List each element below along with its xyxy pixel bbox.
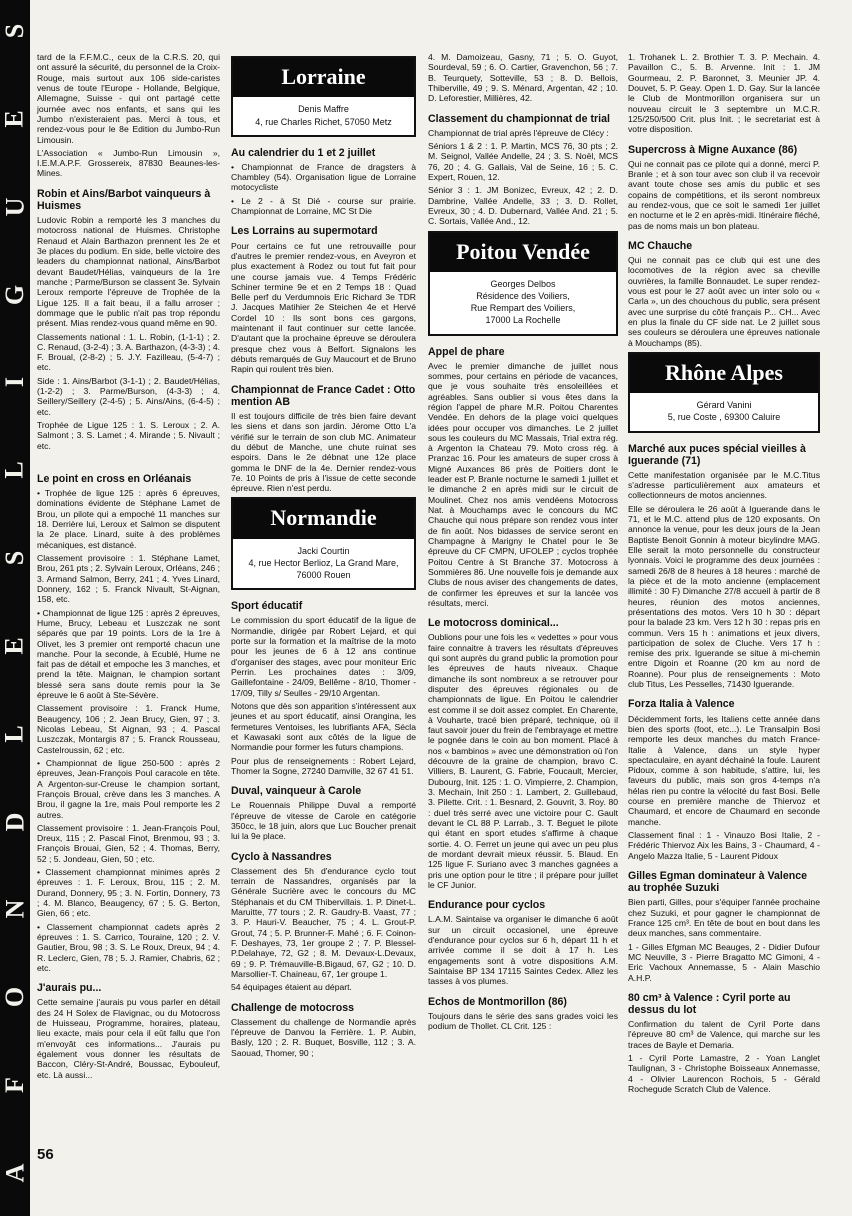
sidebar-letter: S — [0, 23, 29, 39]
address-line: 76000 Rouen — [296, 570, 351, 581]
region-box-rhone-alpes — [628, 352, 820, 433]
paragraph: • Le 2 - à St Dié - course sur prairie. Championnat de Lorraine, MC St Die — [231, 195, 416, 217]
region-box-normandie — [231, 497, 416, 590]
sidebar-letter: N — [0, 900, 29, 919]
paragraph: Qui ne connait pas ce club qui est une des locomotives de la région avec sa cheville ouvrières, la famille Bonnaudet. Le super rendez-vous est pour le 27 août avec un inter solo ou « Carla », un des chouchous du public, sera présent avec une surprise du côté français P... CH... Avec en plus la finale du CF side nat. Le 2 juillet sous ses couleurs se déroulera une épreuves nationale à Mouchamps (85). — [628, 255, 820, 348]
paragraph: Il est toujours difficile de très bien faire devant les siens et dans son jardin. Jérome Otto L'a vérifié sur le terrain de son club MC. Animateur du début de Manche, une chute ruinat ses espoirs. Dans le 2e débnat une 12e place gomma le DNF de la 4e. Dernier rendez-vous 7e. 10 Points de pris à l'issue de cette seconde épreuve. Rien n'est perdu. — [231, 410, 416, 494]
article-heading: Forza Italia à Valence — [628, 698, 735, 711]
paragraph: L.A.M. Saintaise va organiser le dimanche 6 août sur un circuit occasionel, une épreuve d'endurance pour cyclos sur 6 h, départ 11 h et arrivée comme il se doit à 17 h. Les engagements sont à votre dispositions A.M. Saintaise BP 134 17115 Saintes Cedex. Allez les tasses à vos plumes. — [428, 914, 618, 987]
paragraph: • Championnat de ligue 125 : après 2 épreuves, Hume, Brucy, Lebeau et Luszczak ne sont séparés que par 19 points. Lors de la 1re à Olivet, les 3 premier ont remporté chacun une manche. Pour la seconde, à Ecublé, Hume ne fait pas de détail et empoche les 3 manches, et prend la tête. Maignan, le champion sortant blessé sera sans doute remis pour la 3e épreuve le 6 août à Ste-Sévère. — [37, 607, 220, 701]
article-heading: Marché aux puces spécial vieilles à Iguerande (71) — [628, 442, 806, 467]
address-line: Gérard Vanini — [696, 400, 752, 411]
address-line: Résidence des Voiliers, — [476, 291, 570, 302]
paragraph: Pour plus de renseignements : Robert Lejard, Thomer la Sogne, 27240 Damville, 32 67 41 51. — [231, 755, 416, 776]
address-line: Denis Maffre — [298, 104, 349, 115]
sidebar-band — [0, 0, 30, 1216]
address-line: 4, rue Hector Berlioz, La Grand Mare, — [248, 558, 399, 569]
paragraph: Classement final : 1 - Vinauzo Bosi Italie, 2 - Frédéric Thiervoz Aix les Bains, 3 - Chaumard, 4 - Angelo Mazza Italie, 5 - Laurent Pidoux — [628, 830, 820, 861]
paragraph: Classement provisoire : 1. Jean-François Poul, Dreux, 115 ; 2. Pascal Finot, Brenmou, 93 ; 3. François Brouai, Gien, 52 ; 4. Thomas, Berry, 52 ; 5. Jondeau, Gien, 50 ; etc. — [37, 822, 220, 864]
region-address — [430, 272, 616, 334]
region-address — [630, 393, 818, 430]
article-heading: Appel de phare — [428, 345, 505, 358]
paragraph: 4. M. Damoizeau, Gasny, 71 ; 5. O. Guyot, Sourdeval, 59 ; 6. O. Cartier, Gravenchon, 56 ; 7. B. Teurquety, Sotteville, 53 ; 8. D. Bellois, Thiberville, 49 ; 9. S. Ménard, Argentan, 42 ; 10. D. Leforestier, Millières, 42. — [428, 52, 618, 104]
region-name: Poitou Vendée — [430, 233, 616, 272]
article-heading: Robin et Ains/Barbot vainqueurs à Huismes — [37, 187, 211, 212]
region-box-lorraine — [231, 56, 416, 137]
paragraph: • Classement championnat cadets après 2 épreuves : 1. S. Carrico, Touraine, 120 ; 2. V. Gautier, Brou, 98 ; 3. S. Le Roux, Dreux, 94 ; 4. R. Leclerc, Gien, 78 ; 5. J. Ramier, Chabris, 62 ; etc. — [37, 921, 220, 973]
paragraph: • Classement championnat minimes après 2 épreuves : 1. F. Leroux, Brou, 115 ; 2. M. Durand, Donnery, 95 ; 3. N. Fortin, Donnery, 73 ; 4. M. Blanco, Beaugency, 67 ; 5. G. Berton, Gien, 66 ; etc. — [37, 867, 220, 919]
paragraph: Sénior 3 : 1. JM Bonizec, Evreux, 42 ; 2. D. Dambrine, Vallée Andelle, 33 ; 3. D. Rollet, Evreux, 30 ; 4. D. Dubernard, Vallée And. 21 ; 5. C. Sortais, Vallée And., 12. — [428, 185, 618, 227]
address-line: Georges Delbos — [490, 278, 556, 289]
paragraph: Notons que dès son apparition s'intéressent aux jeunes et au sport éducatif, ainsi Orangina, les fermetures Ventoises, les lubrifiants AFA, Sécla et Kawasaki sont aux côtés de la ligue de Normandie pour former les futurs champions. — [231, 700, 416, 753]
column-3 — [428, 52, 618, 1034]
address-line: 4, rue Charles Richet, 57050 Metz — [255, 116, 392, 127]
paragraph: Pour certains ce fut une retrouvaille pour d'autres le premier rendez-vous, en Aveyron et plus exactement à Rodez ou tout fut fait pour une course jamais vue. 4 Temps Frédéric Schiner termine 9e et en 2 Temps 18 : Quad Belle perf du Verdumnois Eric Richard 3e TDR J. Jacques Matihier 2e Steichen 4e et Hervé Cordel 10 : Ils sont bons ces gargons, maintenant il faut continuer sur cette lancée. D'autant que la prochaine épreuve se déroulera presque chez vous à Belfort. Signalons les débuts remarqués de Guy Maucourt et de Bruno Rapin qui roulent très bien. — [231, 240, 416, 375]
address-line: 17000 La Rochelle — [485, 315, 561, 326]
address-line: Rue Rempart des Voiliers, — [470, 303, 576, 314]
region-box-poitou-vendee — [428, 231, 618, 336]
paragraph: Trophée de Ligue 125 : 1. S. Leroux ; 2. A. Salmont ; 3. S. Lamet ; 4. Mirande ; 5. Nivault ; etc. — [37, 420, 220, 451]
column-1 — [37, 52, 220, 1083]
paragraph: Le commission du sport éducatif de la ligue de Normandie, dirigée par Robert Lejard, et qui porte sur la formation et la maîtrise de la moto pour les jeunes de 6 à 12 ans continue d'organiser des stages, avec pour moniteur Eric Perrin. Les prochaines dates : 3/09, Gaillefontaine - 24/09, Bellême - 8/10, Thomer - 17/09, Tilly s/ Seulles - 29/10 Argentan. — [231, 615, 416, 698]
article-heading: MC Chauche — [628, 239, 693, 252]
article-heading: Gilles Egman dominateur à Valence au trophée Suzuki — [628, 869, 807, 895]
paragraph: Classement des 5h d'endurance cyclo tout terrain de Nassandres, organisés par la Générale Sucrière avec le concours du MC Stéphanais et du CM Thibervillais. 1. P. Dinet-L. Maruitte, 77 tours ; 2. R. Gaudry-B. Vaast, 77 ; 3. P. Hauri-V. Beaucher, 75 ; 4. L. Grout-P. Grout, 74 ; 5. P. Brunner-F. Mahé ; 6. F. Coinon-F. Deshayes, 73, 1er groupe 2 ; 7. P. Blessel-P.Delahaye, 72, G2 ; 8. M. Devaux-L.Devaux, 69 ; 9. P. Trémauville-B.Bigaud, 67, G2 ; 10. D. Marsollier-T. Chaineau, 67, 1er groupe 1. — [231, 865, 416, 979]
page-number: 56 — [37, 1146, 54, 1163]
article-heading: Au calendrier du 1 et 2 juillet — [231, 146, 376, 159]
paragraph: L'Association « Jumbo-Run Limousin », I.E.M.A.P.F. Grossereix, 87830 Beaunes-les-Mines. — [37, 147, 220, 179]
paragraph: Elle se déroulera le 26 août à Iguerande dans le 71, et le M.C. attend plus de 120 exposants. On annonce la venue, pour les deux jours de la Jean Baptiste Benoit Gonnin à moteur bicylindre MAG. Elle serait la moto personnelle du constructeur lyonnais. Voici le programme des deux journées : samedi 26/8 de 8 heures à 18 heures : marché de la pièce et de la moto ancienne (emplacement illimité : 30 F) Dimanche 27/8 accueil à partir de 8 heures, réunion des motos anciennes, présentations des motos. Vers 10 h 30 : départ pour la balade 23 km. Vers 12 h 30 : repas pris en commun. Vers 15 h : animations et jeux divers, participation de solex de Cluche. Vers 17 h : remise des prix. Iguerande se situe à mi-chemin entre Digoin et Roanne (20 km au nord de Roanne). Pour plus de renseignements : Moto club Titus, Les Pesselles, 71430 Iguerande. — [628, 503, 820, 690]
paragraph: Oublions pour une fois les « vedettes » pour vous faire connaitre à travers les résultats d'épreuves qui sont auprès du grand public la promotion pour les épreuves de hauts niveaux. Chaque dimanche ils sont nombreux a se retrouver pour disputer des épreuves régionales ou de championnats de ligue. En Poitou le calendrier est comme il se doit assez complet. En Charente, à Vouharte, tracé bien préparé, technique, où il faut savoir jouer du frein de l'embrayage et mettre le pognée dans le coin au bon moment. Placé à nos « bambinos » avec une démonstration où l'on découvre de la graine de champion, bravo C. Villiers, B. Laurent, G. Fabrie, Foucault, Mercier, Dubourg, Init. 125 : 1. O. Vimpierre, 2. Champion, 3. Mechain, Init 250 : 1. Lambert, 2. Guillebaud, 3. Pilette. Crit. : 1. Besnard, 2. Gouvrit, 3. Roy. 80 : duel très serré avec une victoire pour C. Gault devant le CL 88 P. Larrab., 3. T. Beguet le pilote qui étant en sport etudes s'affirme à chaque sortie. 4. O. Ferret un jeune qui avec un peu plus de mordant devrait mieux réussir. 5. Blaud. En 125 ligue F. Suriano avec 3 manches gagnées a pris une option pour le titre ; il prépare pour juillet le CF Junior. — [428, 632, 618, 890]
article-heading: Le motocross dominical... — [428, 617, 559, 630]
region-name: Normandie — [233, 499, 414, 538]
article-heading: Classement du championnat de trial — [428, 112, 610, 125]
paragraph: Ludovic Robin a remporté les 3 manches du motocross national de Huismes. Christophe Renaud et Alain Barthazon prennent les 2e et 3e places du podium. En side, belle victoire des leaders du championnat national, Ains/Barbot devant Baudet/Hélias, vainqueurs de la 1re manche ; Parme/Burson se classent 3e. Sylvain Leroux remporte l'épreuve de Trophée de la Ligue 125. Il a fait beau, il a fallu arroser ; dommage que le public n'ait pas trop répondu présent. Mias rendez-vous quand même en 90. — [37, 215, 220, 329]
article-heading: Endurance pour cyclos — [428, 899, 546, 912]
address-line: 5, rue Coste , 69300 Caluire — [667, 412, 781, 423]
paragraph: Cette manifestation organisée par le M.C.Titus s'adresse particulièrement aux amateurs et collectionneurs de motos anciennes. — [628, 469, 820, 501]
paragraph: Décidemment forts, les Italiens cette année dans bien des sports (foot, etc...). Le Transalpin Bosi remporte les deux manches du match France-Italie à Valence, dans un style hyper spectaculaire, en ayant déchainé la foule. Laurent Pidoux, comme à son habitude, s'attire, lui, les faveurs du public, mais son gros 4-temps n'a hélas rien pu contre la vélocité du fast Bosi. Belle course en première manche de Thiervoz et Chaumard, et encore de Chaumard en seconde manche. — [628, 713, 820, 827]
sidebar-letter: A — [0, 1163, 29, 1183]
article-heading: Les Lorrains au supermotard — [231, 225, 378, 238]
paragraph: 1 - Gilles Efgman MC Beauges, 2 - Didier Dufour MC Neuville, 3 - Pierre Bragatto MC Gimoni, 4 - Eric Vachoux Annemasse, 5 - Alain Maschio A.H.P. — [628, 941, 820, 983]
article-heading: Duval, vainqueur à Carole — [231, 785, 362, 798]
paragraph: 54 équipages étaient au départ. — [231, 982, 352, 993]
article-heading: J'aurais pu... — [37, 982, 102, 995]
paragraph: • Championnat de ligue 250-500 : après 2 épreuves, Jean-François Poul caracole en tête. A Argenton-sur-Creuse le champion sortant, François Broual, crève dans les 3 manches. A Brou, il gagne la 1re, mais Poul remporte les 2 autres. — [37, 757, 220, 820]
sidebar-letter: E — [0, 110, 29, 128]
paragraph: Avec le premier dimanche de juillet nous sommes, pour certains en période de vacances, que je vous souhaite très ensoleillées et agréables. Sans oublier si vous êtes dans la région l'appel de phare M.R. Poitou Charentes Vendée. En dehors de la plage voici quelques idées pour occuper vos dimanches. Le 2 juillet sous les couleurs du MC Massais, Trial extra rég. à Argenton la Chateau 79. Moto cross rég. à Pranzac 16. Pour les amateurs de super cross à Migné Auxances 86 près de Poitiers dont le leader est P. Branle nocturne le samedi 1 juillet et le dimanche 2 en après midi sur le circuit de Moulinet. Chez nos amis vendéens Motocross Nat. à Mouchamps avec le concours du MC Chauche qui nous prépare son rendez vous inter de fin août. Nos bidasses de service seront en Champagne à Marigny le Chatel pour le 3e épreuve du CF CMPN, UFOLEP ; cyclos trophée Poitou Centre à St Branche 37. Motocross à Sommières 86. Une nouvelle fois je demande aux Clubs de nous aviser des changements de dates, de confirmer les épreuves et sur la lancée vos résultats, merci. — [428, 360, 618, 608]
sidebar-letter: S — [0, 550, 29, 566]
region-name: Lorraine — [233, 58, 414, 97]
region-address — [233, 539, 414, 588]
region-address — [233, 97, 414, 134]
article-heading: Echos de Montmorillon (86) — [428, 995, 567, 1008]
paragraph: Classement du challenge de Normandie après l'épreuve de Danvou la Ferrière. 1. P. Aubin, Basly, 120 ; 2. R. Buquet, Bosville, 112 ; 3. A. Saouad, Thomer, 90 ; — [231, 1016, 416, 1058]
paragraph: Side : 1. Ains/Barbot (3-1-1) ; 2. Baudet/Hélias, (1-2-2) ; 3. Parme/Burson, (4-3-3) ; 4. Seillery/Seillery (2-4-5) ; 5. Ains/Ains, (6-4-5) ; etc. — [37, 375, 220, 417]
paragraph: Cette semaine j'aurais pu vous parler en détail des 24 H Solex de Flavignac, ou du Motocross de Huisseau, Programme, horaires, plateau, lieu exacte, mais pour cela il eût fallu que l'on m'envoyât ces informations... J'aurais pu également vous donner les résultats de Baccon, Cléry-St-André, Boussac, Eybouleuf, etc. Là aussi... — [37, 997, 220, 1080]
sidebar-letter: L — [0, 725, 29, 743]
paragraph: 1. Trohanek L. 2. Brothier T. 3. P. Mechain. 4. Pavaillon C., 5. B. Arvenne. Init : 1. JM Gourmeau, 2. P. Baronnet, 3. Meunier JP. 4. Douvet, 5. P. Geay. Open 1. D. Gay. Sur la lancée le Club de Montmorillon organisera sur un nouveau circuit le 3 septembre un M.C.R. 125/250/500 Crit. plus Init. ; le secretariat est à votre disposition. — [628, 52, 820, 135]
region-name: Rhône Alpes — [630, 354, 818, 393]
sidebar-letter: O — [0, 987, 29, 1008]
paragraph: Classements national : 1. L. Robin, (1-1-1) ; 2. C. Renaud, (3-2-4) ; 3. A. Barthazon, (4-3-3) ; 4. F. Broual, (2-8-2) ; 5. J.Y. Fazilleau, (5-4-7) ; etc. — [37, 331, 220, 373]
paragraph: Toujours dans le série des sans grades voici les podium de Thollet. CL Crit. 125 : — [428, 1010, 618, 1031]
paragraph: tard de la F.F.M.C., ceux de la C.R.S. 20, qui ont assuré la sécurité, du personnel de la Croix-Rouge, mais surtout aux 106 side-caristes venus de toute l'Europe - Hollande, Belgique, Allemagne, Suisse - qui ont partagé cette journée avec nos enfants, et sans qui les Jumbo n'existeraient pas. Merci à tous, et rendez-vous pour le 8e Edition du Jumbo-Run Limousin. — [37, 52, 220, 145]
paragraph: Qui ne connait pas ce pilote qui a donné, merci P. Branle ; et à son tour avec son club il va recevoir avant toute chose ses amis du public et ses copains de compétitions, et ils seront nombreux au rendez-vous, que ce soit le samedi 1er juillet en nocturne et le 2 en après-midi. Itinéraire fléché, pas de noms mais un bon plateau. — [628, 158, 820, 231]
sidebar-letter: L — [0, 461, 29, 479]
paragraph: • Championnat de France de dragsters à Chambley (54). Organisation ligue de Lorraine motocycliste — [231, 161, 416, 193]
address-line: Jacki Courtin — [297, 545, 350, 556]
sidebar-letter: D — [0, 812, 29, 831]
article-heading: Cyclo à Nassandres — [231, 850, 332, 863]
paragraph: Classement provisoire : 1. Stéphane Lamet, Brou, 261 pts ; 2. Sylvain Leroux, Orléans, 246 ; 3. Armand Salmon, Berry, 241 ; 4. Yves Linard, Donnery, 162 ; 5. Franck Nivault, St-Aignan, 158, etc. — [37, 553, 220, 605]
sidebar-letter: U — [0, 197, 29, 217]
article-heading: Le point en cross en Orléanais — [37, 472, 192, 485]
column-2 — [231, 52, 416, 1061]
sidebar-letter: I — [0, 377, 29, 388]
article-heading: Supercross à Migne Auxance (86) — [628, 143, 798, 156]
article-heading: Championnat de France Cadet : Otto mention AB — [231, 383, 416, 408]
paragraph: • Trophée de ligue 125 : après 6 épreuves, dominations évidente de Stéphane Lamet de Brou, un pilote qui a empoché 11 manches sur 18. Derrière lui, Leroux et Salmon se disputent la 2e place. Linard, suite à des problèmes mécaniques, est distancé. — [37, 488, 220, 550]
article-heading: Challenge de motocross — [231, 1001, 355, 1014]
paragraph: Le Rouennais Philippe Duval a remporté l'épreuve de vitesse de Carole en catégorie 350cc, le 18 juin, alors que Luc Boucher prenait lui la 9e place. — [231, 800, 416, 842]
paragraph: Championnat de trial après l'épreuve de Clécy : — [428, 127, 609, 138]
sidebar-title — [0, 0, 30, 1216]
sidebar-letter: G — [0, 284, 29, 305]
paragraph: Confirmation du talent de Cyril Porte dans l'épreuve 80 cm³ de Valence, qui marche sur les traces de Bayle et Demaria. — [628, 1019, 820, 1050]
paragraph: Bien parti, Gilles, pour s'équiper l'année prochaine chez Suzuki, et pour gagner le championnat de France 125 cm³. En tête de bout en bout dans les deux manches, sans commentaire. — [628, 897, 820, 939]
article-heading: 80 cm³ à Valence : Cyril porte au dessus du lot — [628, 991, 791, 1016]
article-heading: Sport éducatif — [231, 600, 303, 613]
sidebar-letter: F — [0, 1077, 29, 1094]
paragraph: Séniors 1 & 2 : 1. P. Martin, MCS 76, 30 pts ; 2. M. Seignol, Vallée Andelle, 24 ; 3. S. Noël, MCS 76, 20 ; 4. G. Gallais, Val de Seine, 16 ; 5. C. Expert, Rouen, 12. — [428, 141, 618, 182]
column-4 — [628, 52, 820, 1097]
sidebar-letter: E — [0, 637, 29, 655]
paragraph: Classement provisoire : 1. Franck Hume, Beaugency, 106 ; 2. Jean Brucy, Gien, 97 ; 3. Nicolas Lebeau, St Aignan, 93 ; 4. Pascal Luszczak, Montargis 87 ; 5. Franck Rousseau, Castelroussin, 62 ; etc. — [37, 703, 220, 755]
paragraph: 1 - Cyril Porte Lamastre, 2 - Yoan Langlet Taulignan, 3 - Christophe Boisseaux Annemasse, 4 - Olivier Laurencon Rochois, 5 - Gérald Rochegude Scratch Club de Valence. — [628, 1053, 820, 1095]
